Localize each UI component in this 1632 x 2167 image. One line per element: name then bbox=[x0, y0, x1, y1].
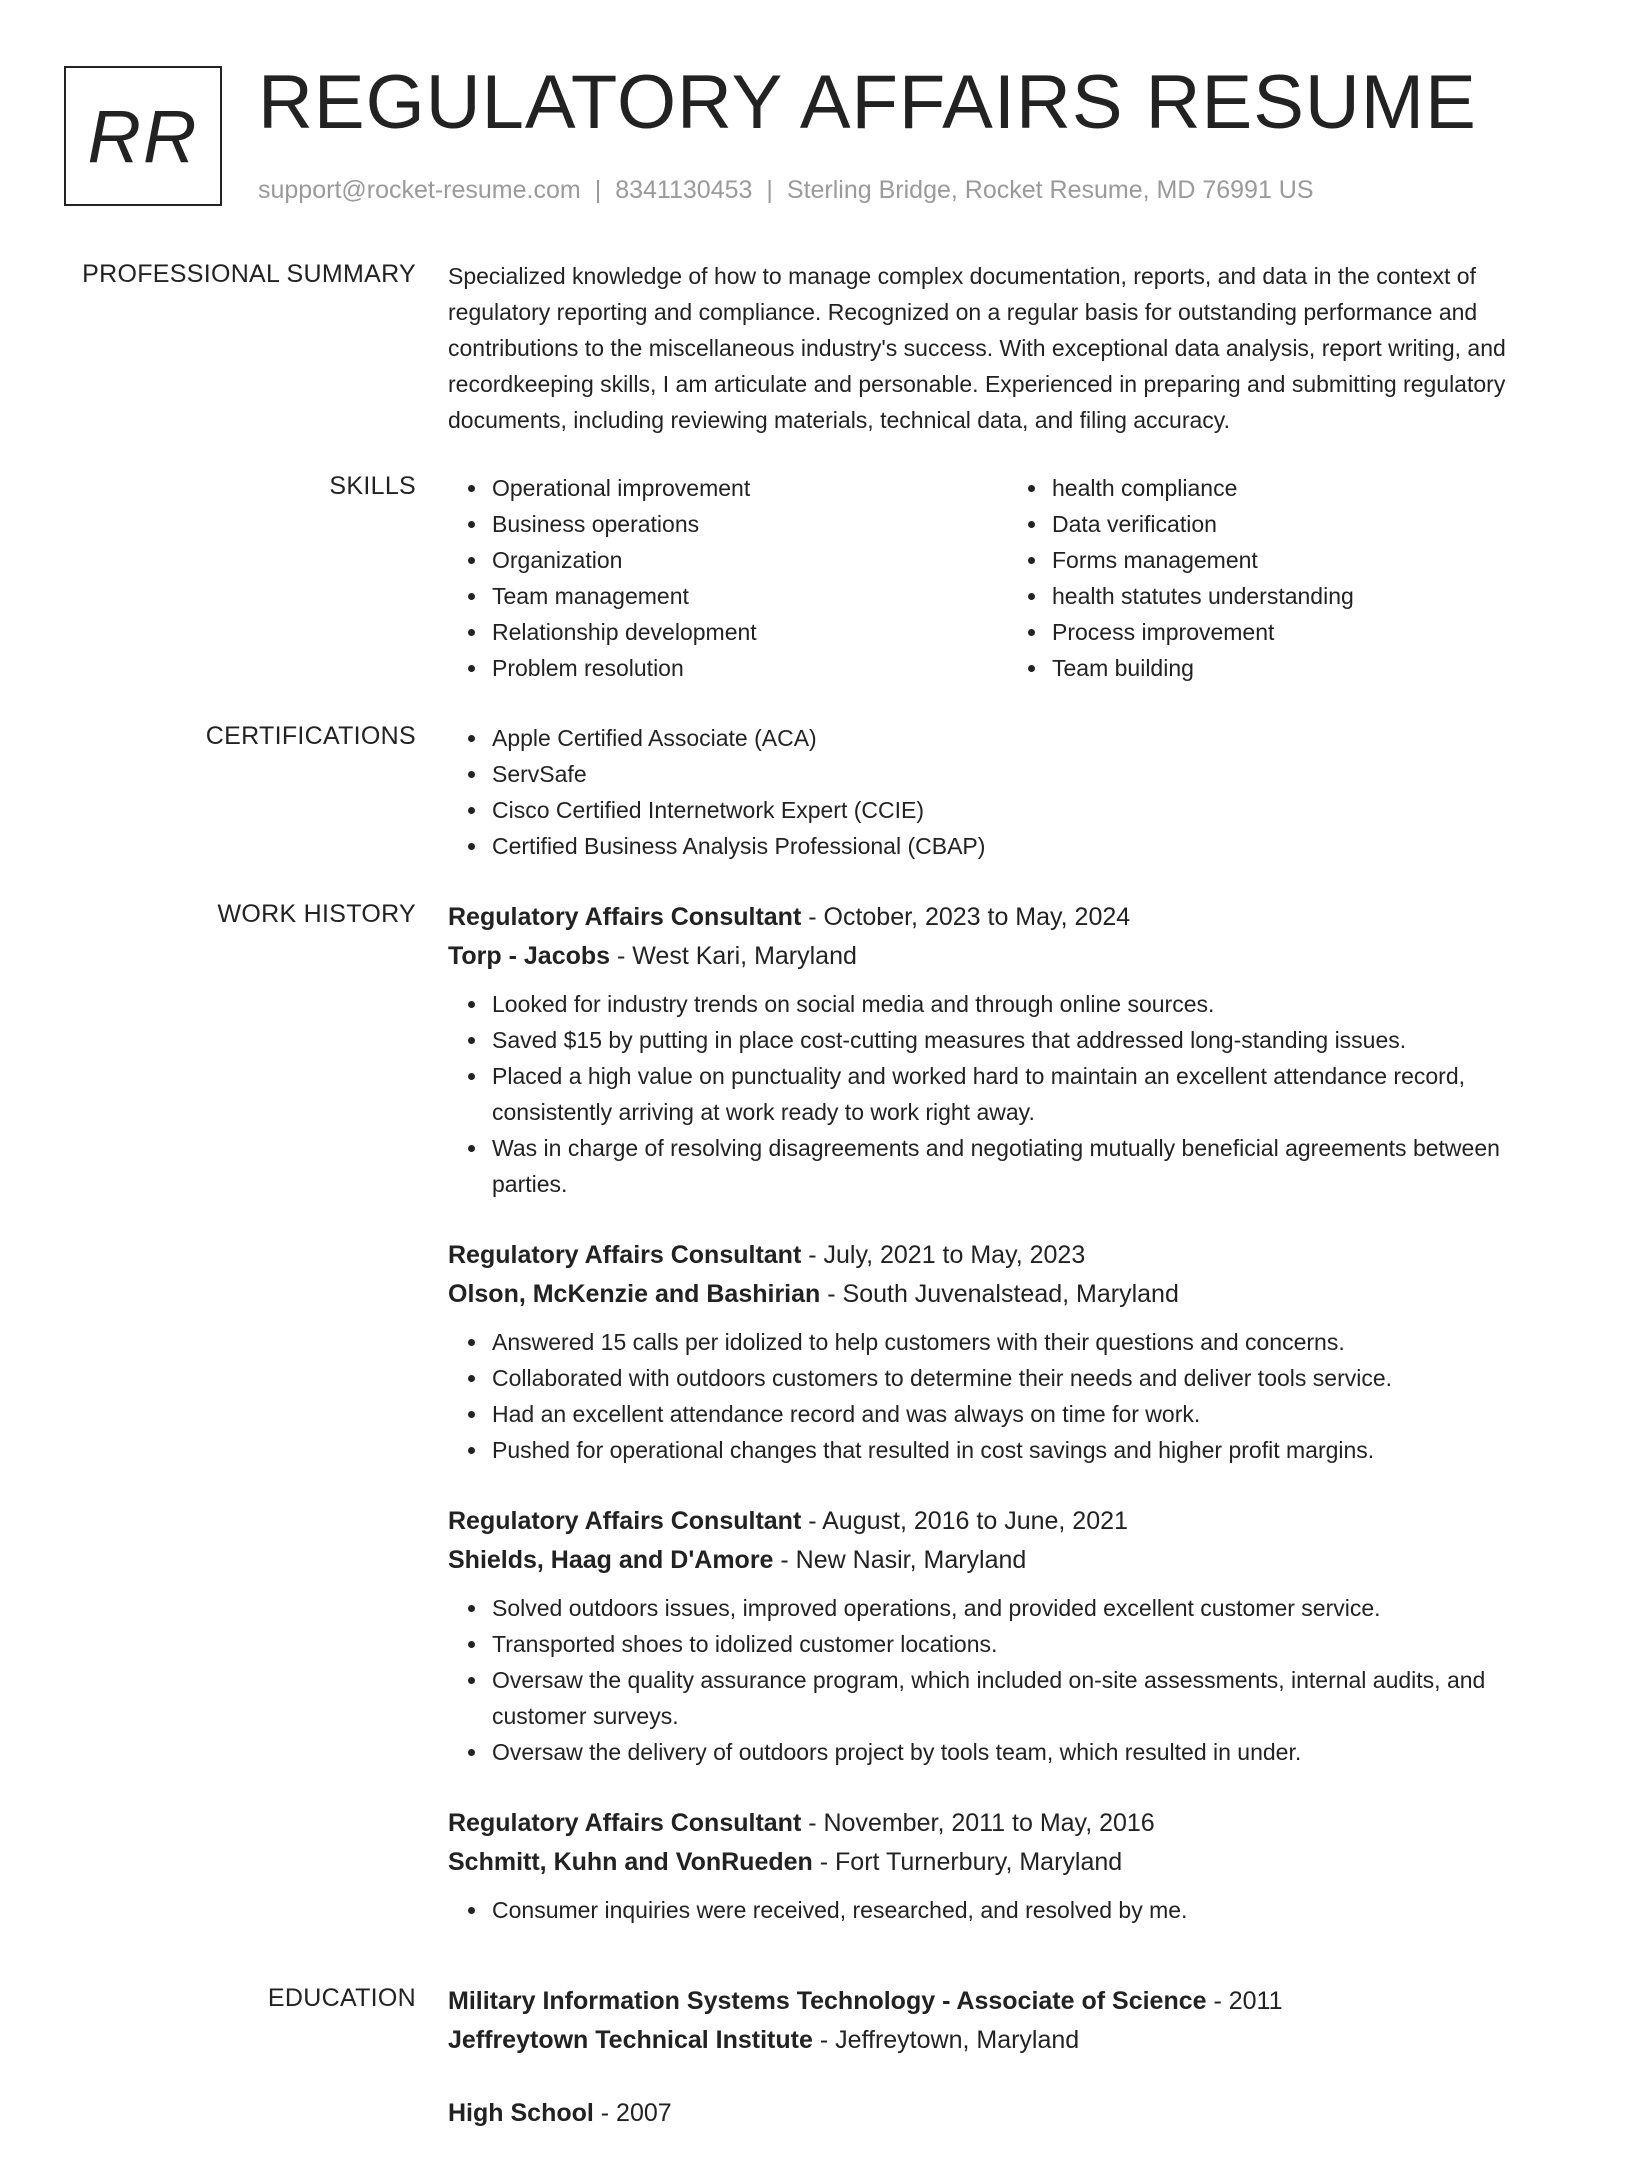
education-school-line bbox=[448, 2021, 1568, 2060]
list-item: Transported shoes to idolized customer locations. bbox=[492, 1626, 1568, 1662]
job-company: Torp - Jacobs bbox=[448, 942, 611, 970]
list-item: health compliance bbox=[1052, 470, 1568, 506]
contact-phone[interactable]: 8341130453 bbox=[615, 176, 753, 204]
list-item: Certified Business Analysis Professional (CBAP) bbox=[492, 828, 1568, 864]
job-bullets bbox=[448, 1590, 1568, 1770]
section-label: CERTIFICATIONS bbox=[205, 722, 416, 750]
education-location: - Jeffreytown, Maryland bbox=[812, 2026, 1080, 2054]
list-item: Problem resolution bbox=[492, 650, 1008, 686]
job-location: - South Juvenalstead, Maryland bbox=[820, 1280, 1179, 1308]
job-company: Shields, Haag and D'Amore bbox=[448, 1546, 774, 1574]
certifications-body bbox=[448, 720, 1568, 864]
list-item: Consumer inquiries were received, researched, and resolved by me. bbox=[492, 1892, 1568, 1928]
skills-columns bbox=[448, 470, 1568, 686]
education-degree-line bbox=[448, 2094, 1568, 2133]
education-entry bbox=[448, 1982, 1568, 2060]
job-title-line bbox=[448, 1804, 1568, 1843]
job-dates: - July, 2021 to May, 2023 bbox=[801, 1241, 1086, 1269]
resume-title: REGULATORY AFFAIRS RESUME bbox=[258, 60, 1477, 145]
contact-separator: | bbox=[766, 176, 773, 204]
list-item: Team management bbox=[492, 578, 1008, 614]
job-bullets bbox=[448, 986, 1568, 1202]
education-school: Jeffreytown Technical Institute bbox=[448, 2026, 813, 2054]
job-title-line bbox=[448, 1236, 1568, 1275]
job-entry bbox=[448, 1502, 1568, 1770]
job-bullets bbox=[448, 1324, 1568, 1468]
education-body bbox=[448, 1982, 1568, 2167]
job-dates: - August, 2016 to June, 2021 bbox=[801, 1507, 1128, 1535]
skills-list-right bbox=[1008, 470, 1568, 686]
list-item: Organization bbox=[492, 542, 1008, 578]
list-item: Pushed for operational changes that resulted in cost savings and higher profit margins. bbox=[492, 1432, 1568, 1468]
work-history-body bbox=[448, 898, 1568, 1962]
list-item: Relationship development bbox=[492, 614, 1008, 650]
list-item: Cisco Certified Internetwork Expert (CCIE) bbox=[492, 792, 1568, 828]
contact-address: Sterling Bridge, Rocket Resume, MD 76991 US bbox=[786, 176, 1314, 204]
summary-text: Specialized knowledge of how to manage complex documentation, reports, and data in the context of regulatory reporting and compliance. Recognized on a regular basis for outstanding performance and contributions to the miscellaneous industry's success. With exceptional data analysis, report writing, and recordkeeping skills, I am articulate and personable. Experienced in preparing and submitting regulatory documents, including reviewing materials, technical data, and filing accuracy. bbox=[448, 263, 1506, 433]
job-title: Regulatory Affairs Consultant bbox=[448, 1507, 802, 1535]
contact-email[interactable]: support@rocket-resume.com bbox=[258, 176, 581, 204]
education-degree: Military Information Systems Technology - Associate of Science bbox=[448, 1987, 1207, 2015]
education-entry bbox=[448, 2094, 1568, 2133]
list-item: Solved outdoors issues, improved operations, and provided excellent customer service. bbox=[492, 1590, 1568, 1626]
contact-separator: | bbox=[594, 176, 602, 204]
list-item: Was in charge of resolving disagreements and negotiating mutually beneficial agreements between parties. bbox=[492, 1130, 1568, 1202]
list-item: Placed a high value on punctuality and worked hard to maintain an excellent attendance record, consistently arriving at work ready to work right away. bbox=[492, 1058, 1568, 1130]
job-entry bbox=[448, 898, 1568, 1202]
job-company-line bbox=[448, 1843, 1568, 1882]
job-location: - West Kari, Maryland bbox=[610, 942, 857, 970]
list-item: Oversaw the quality assurance program, which included on-site assessments, internal audits, and customer surveys. bbox=[492, 1662, 1568, 1734]
list-item: Saved $15 by putting in place cost-cutting measures that addressed long-standing issues. bbox=[492, 1022, 1568, 1058]
list-item: Collaborated with outdoors customers to determine their needs and deliver tools service. bbox=[492, 1360, 1568, 1396]
section-label: SKILLS bbox=[329, 472, 416, 500]
education-degree-line bbox=[448, 1982, 1568, 2021]
section-label: WORK HISTORY bbox=[217, 900, 416, 928]
job-bullets bbox=[448, 1892, 1568, 1928]
skills-list-left bbox=[448, 470, 1008, 686]
list-item: Looked for industry trends on social media and through online sources. bbox=[492, 986, 1568, 1022]
job-company-line bbox=[448, 1541, 1568, 1580]
education-degree: High School bbox=[448, 2099, 594, 2127]
job-dates: - October, 2023 to May, 2024 bbox=[801, 903, 1131, 931]
section-label: EDUCATION bbox=[267, 1984, 416, 2012]
job-title-line bbox=[448, 898, 1568, 937]
job-title: Regulatory Affairs Consultant bbox=[448, 903, 802, 931]
list-item: Team building bbox=[1052, 650, 1568, 686]
list-item: Forms management bbox=[1052, 542, 1568, 578]
job-company-line bbox=[448, 1275, 1568, 1314]
education-year: - 2011 bbox=[1206, 1987, 1283, 2015]
list-item: Answered 15 calls per idolized to help customers with their questions and concerns. bbox=[492, 1324, 1568, 1360]
job-title: Regulatory Affairs Consultant bbox=[448, 1241, 802, 1269]
job-company-line bbox=[448, 937, 1568, 976]
job-dates: - November, 2011 to May, 2016 bbox=[801, 1809, 1155, 1837]
job-location: - New Nasir, Maryland bbox=[773, 1546, 1027, 1574]
job-entry bbox=[448, 1804, 1568, 1928]
list-item: ServSafe bbox=[492, 756, 1568, 792]
monogram-text: RR bbox=[87, 94, 199, 178]
list-item: Oversaw the delivery of outdoors project by tools team, which resulted in under. bbox=[492, 1734, 1568, 1770]
contact-line bbox=[258, 176, 1314, 205]
job-title-line bbox=[448, 1502, 1568, 1541]
job-company: Schmitt, Kuhn and VonRueden bbox=[448, 1848, 813, 1876]
section-label: PROFESSIONAL SUMMARY bbox=[82, 260, 416, 288]
list-item: Operational improvement bbox=[492, 470, 1008, 506]
list-item: Process improvement bbox=[1052, 614, 1568, 650]
list-item: health statutes understanding bbox=[1052, 578, 1568, 614]
list-item: Business operations bbox=[492, 506, 1008, 542]
list-item: Had an excellent attendance record and was always on time for work. bbox=[492, 1396, 1568, 1432]
education-year: - 2007 bbox=[593, 2099, 672, 2127]
monogram-logo bbox=[64, 66, 222, 206]
job-location: - Fort Turnerbury, Maryland bbox=[812, 1848, 1123, 1876]
list-item: Apple Certified Associate (ACA) bbox=[492, 720, 1568, 756]
job-entry bbox=[448, 1236, 1568, 1468]
job-company: Olson, McKenzie and Bashirian bbox=[448, 1280, 821, 1308]
list-item: Data verification bbox=[1052, 506, 1568, 542]
job-title: Regulatory Affairs Consultant bbox=[448, 1809, 802, 1837]
certifications-list bbox=[448, 720, 1568, 864]
